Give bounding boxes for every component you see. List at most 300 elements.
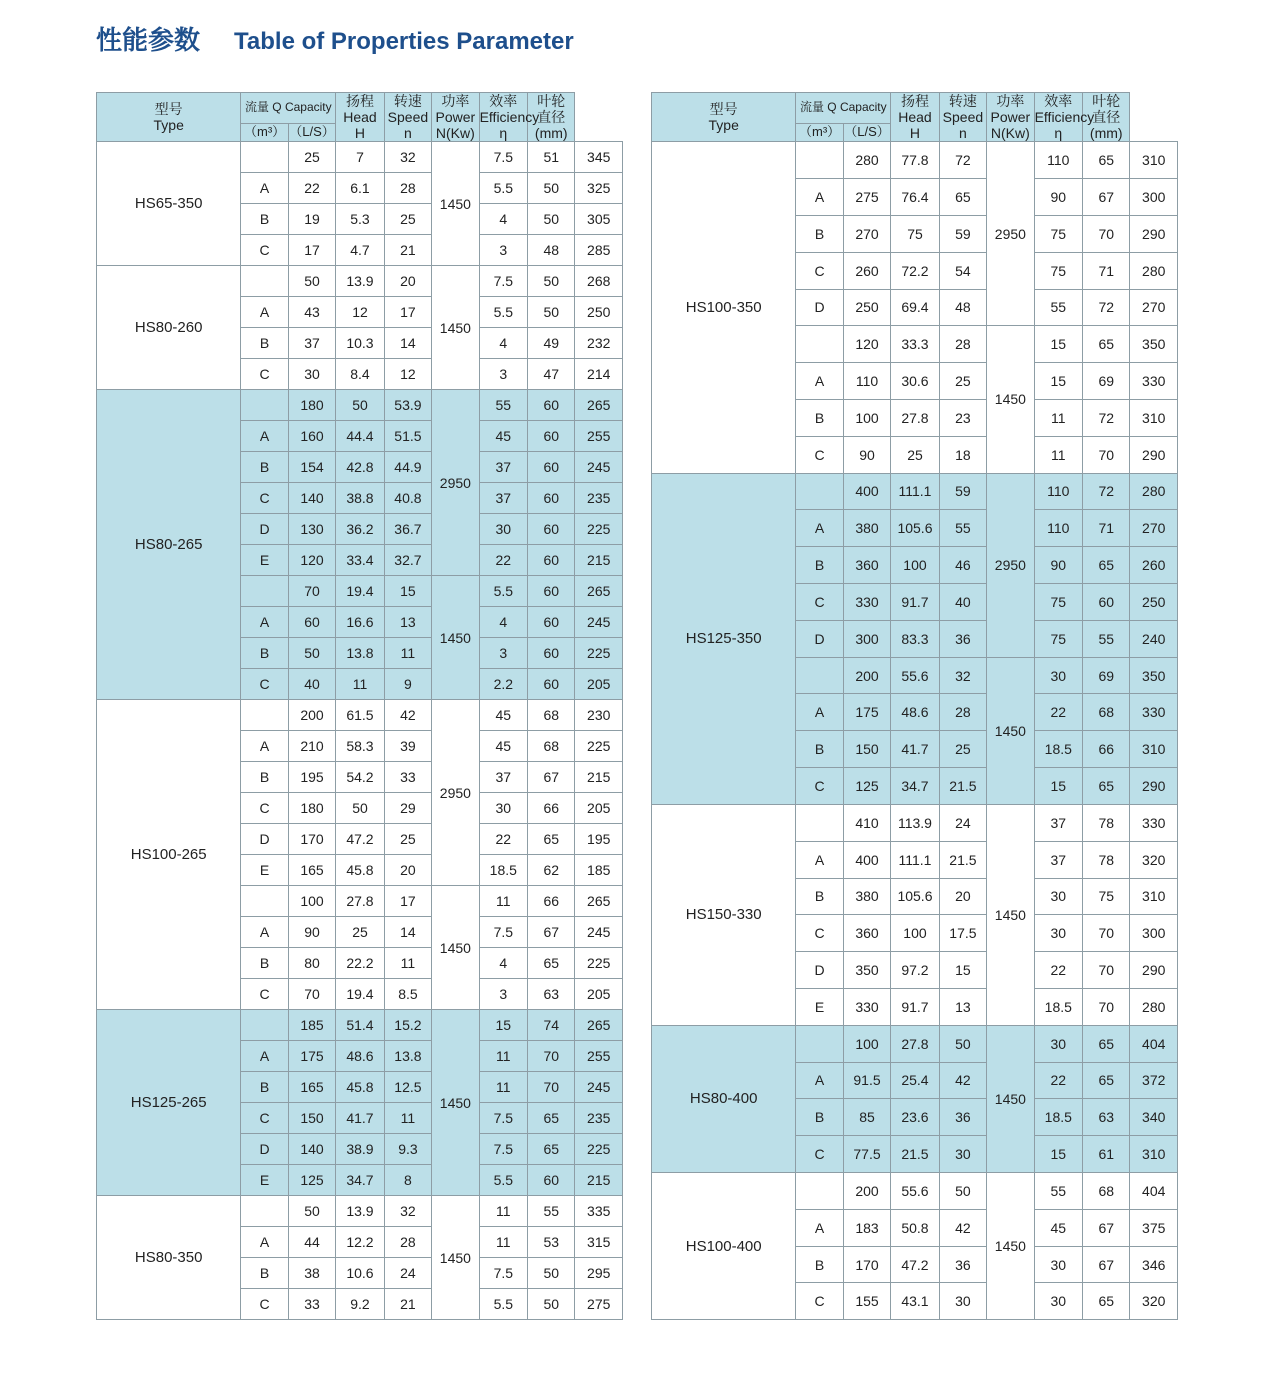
- head-cell: 13: [939, 988, 986, 1025]
- flow-ls-cell: 91.7: [891, 988, 939, 1025]
- efficiency-header: 效率 Efficiency η: [479, 93, 540, 142]
- variant-cell: B: [241, 762, 288, 793]
- flow-ls-cell: 72.2: [891, 252, 939, 289]
- flow-ls-cell: 44.4: [336, 421, 384, 452]
- variant-cell: C: [241, 979, 288, 1010]
- head-cell: 53.9: [384, 390, 431, 421]
- variant-cell: C: [241, 483, 288, 514]
- flow-m3-cell: 175: [843, 694, 890, 731]
- power-cell: 55: [479, 390, 527, 421]
- power-cell: 30: [479, 793, 527, 824]
- impeller-cell: 225: [575, 731, 623, 762]
- power-cell: 15: [1034, 326, 1082, 363]
- flow-ls-cell: 33.3: [891, 326, 939, 363]
- power-cell: 18.5: [479, 855, 527, 886]
- impeller-cell: 185: [575, 855, 623, 886]
- impeller-cell: 265: [575, 886, 623, 917]
- flow-ls-cell: 12: [336, 297, 384, 328]
- impeller-cell: 265: [575, 390, 623, 421]
- model-cell: HS80-400: [652, 1025, 796, 1172]
- power-cell: 22: [479, 824, 527, 855]
- flow-ls-cell: 47.2: [891, 1246, 939, 1283]
- table-row: [97, 390, 623, 421]
- impeller-cell: 285: [575, 235, 623, 266]
- variant-cell: [241, 390, 288, 421]
- table-row: [652, 1025, 1178, 1062]
- efficiency-cell: 70: [528, 1072, 575, 1103]
- power-cell: 5.5: [479, 173, 527, 204]
- efficiency-cell: 47: [528, 359, 575, 390]
- power-cell: 45: [1034, 1209, 1082, 1246]
- efficiency-cell: 68: [1083, 1173, 1130, 1210]
- flow-m3-cell: 350: [843, 952, 890, 989]
- flow-m3-cell: 280: [843, 142, 890, 179]
- flow-m3-cell: 260: [843, 252, 890, 289]
- flow-m3-cell: 100: [843, 399, 890, 436]
- efficiency-cell: 50: [528, 1258, 575, 1289]
- head-cell: 17: [384, 297, 431, 328]
- head-cell: 65: [939, 179, 986, 216]
- power-cell: 3: [479, 359, 527, 390]
- impeller-cell: 270: [1130, 510, 1178, 547]
- flow-m3-cell: 300: [843, 620, 890, 657]
- variant-cell: B: [241, 1258, 288, 1289]
- flow-m3-cell: 100: [843, 1025, 890, 1062]
- flow-m3-cell: 140: [288, 483, 335, 514]
- impeller-cell: 245: [575, 1072, 623, 1103]
- head-cell: 21: [384, 235, 431, 266]
- efficiency-cell: 50: [528, 266, 575, 297]
- impeller-header: 叶轮 直径 (mm): [1083, 93, 1130, 142]
- power-cell: 30: [1034, 878, 1082, 915]
- flow-ls-cell: 51.4: [336, 1010, 384, 1041]
- properties-table-right: [651, 92, 1178, 1320]
- variant-cell: B: [241, 948, 288, 979]
- head-cell: 48: [939, 289, 986, 326]
- model-cell: HS100-350: [652, 142, 796, 473]
- impeller-cell: 310: [1130, 731, 1178, 768]
- flow-m3-cell: 125: [843, 768, 890, 805]
- speed-cell: 2950: [987, 142, 1034, 326]
- flow-m3-cell: 110: [843, 363, 890, 400]
- efficiency-cell: 65: [1083, 1283, 1130, 1320]
- variant-cell: C: [241, 793, 288, 824]
- power-cell: 7.5: [479, 142, 527, 173]
- efficiency-cell: 60: [528, 607, 575, 638]
- speed-cell: 1450: [987, 326, 1034, 473]
- head-cell: 28: [939, 326, 986, 363]
- impeller-cell: 305: [575, 204, 623, 235]
- power-cell: 7.5: [479, 1134, 527, 1165]
- variant-cell: A: [241, 607, 288, 638]
- head-cell: 50: [939, 1025, 986, 1062]
- flow-ls-cell: 100: [891, 547, 939, 584]
- variant-cell: [241, 700, 288, 731]
- power-header: 功率 Power N(Kw): [987, 93, 1034, 142]
- flow-ls-cell: 47.2: [336, 824, 384, 855]
- efficiency-cell: 55: [528, 1196, 575, 1227]
- flow-ls-cell: 113.9: [891, 804, 939, 841]
- head-cell: 14: [384, 917, 431, 948]
- flow-ls-cell: 50.8: [891, 1209, 939, 1246]
- head-cell: 18: [939, 436, 986, 473]
- efficiency-cell: 66: [528, 793, 575, 824]
- efficiency-header: 效率 Efficiency η: [1034, 93, 1095, 142]
- head-cell: 51.5: [384, 421, 431, 452]
- flow-m3-cell: 120: [843, 326, 890, 363]
- impeller-cell: 232: [575, 328, 623, 359]
- power-cell: 5.5: [479, 576, 527, 607]
- unit-ls-header: （L/S）: [288, 124, 335, 142]
- flow-ls-cell: 77.8: [891, 142, 939, 179]
- flow-m3-cell: 125: [288, 1165, 335, 1196]
- flow-m3-cell: 210: [288, 731, 335, 762]
- flow-ls-cell: 30.6: [891, 363, 939, 400]
- flow-m3-cell: 130: [288, 514, 335, 545]
- flow-ls-cell: 100: [891, 915, 939, 952]
- type-header: 型号 Type: [652, 93, 796, 142]
- power-cell: 18.5: [1034, 988, 1082, 1025]
- flow-ls-cell: 105.6: [891, 878, 939, 915]
- speed-cell: 1450: [432, 142, 479, 266]
- variant-cell: [796, 1173, 843, 1210]
- power-cell: 110: [1034, 473, 1082, 510]
- power-cell: 37: [479, 762, 527, 793]
- power-cell: 3: [479, 638, 527, 669]
- impeller-cell: 240: [1130, 620, 1178, 657]
- flow-m3-cell: 30: [288, 359, 335, 390]
- efficiency-cell: 63: [1083, 1099, 1130, 1136]
- head-cell: 12.5: [384, 1072, 431, 1103]
- impeller-cell: 310: [1130, 142, 1178, 179]
- head-cell: 20: [384, 266, 431, 297]
- flow-ls-cell: 43.1: [891, 1283, 939, 1320]
- variant-cell: [796, 804, 843, 841]
- efficiency-cell: 50: [528, 173, 575, 204]
- power-cell: 7.5: [479, 266, 527, 297]
- power-cell: 15: [1034, 363, 1082, 400]
- variant-cell: B: [796, 547, 843, 584]
- power-cell: 37: [479, 483, 527, 514]
- speed-cell: 1450: [987, 657, 1034, 804]
- variant-cell: [796, 473, 843, 510]
- efficiency-cell: 60: [528, 576, 575, 607]
- efficiency-cell: 78: [1083, 841, 1130, 878]
- power-cell: 11: [479, 1041, 527, 1072]
- capacity-header: 流量 Q Capacity: [241, 93, 336, 124]
- flow-ls-cell: 111.1: [891, 473, 939, 510]
- impeller-cell: 255: [575, 1041, 623, 1072]
- table-row: [97, 1196, 623, 1227]
- flow-ls-cell: 54.2: [336, 762, 384, 793]
- flow-ls-cell: 13.9: [336, 1196, 384, 1227]
- efficiency-cell: 65: [528, 1103, 575, 1134]
- head-cell: 20: [939, 878, 986, 915]
- impeller-cell: 275: [575, 1289, 623, 1320]
- variant-cell: [796, 657, 843, 694]
- model-cell: HS80-265: [97, 390, 241, 700]
- efficiency-cell: 68: [528, 700, 575, 731]
- speed-cell: 2950: [987, 473, 1034, 657]
- head-cell: 17: [384, 886, 431, 917]
- efficiency-cell: 67: [1083, 1209, 1130, 1246]
- efficiency-cell: 53: [528, 1227, 575, 1258]
- unit-m3-header: （m³）: [241, 124, 288, 142]
- flow-ls-cell: 75: [891, 215, 939, 252]
- table-row: [652, 804, 1178, 841]
- head-header: 扬程 Head H: [891, 93, 939, 142]
- flow-ls-cell: 41.7: [336, 1103, 384, 1134]
- variant-cell: C: [796, 915, 843, 952]
- flow-ls-cell: 19.4: [336, 576, 384, 607]
- head-cell: 8: [384, 1165, 431, 1196]
- head-cell: 50: [939, 1173, 986, 1210]
- flow-m3-cell: 154: [288, 452, 335, 483]
- variant-cell: A: [241, 1041, 288, 1072]
- efficiency-cell: 75: [1083, 878, 1130, 915]
- power-cell: 55: [1034, 289, 1082, 326]
- variant-cell: A: [796, 841, 843, 878]
- efficiency-cell: 65: [1083, 768, 1130, 805]
- head-cell: 59: [939, 215, 986, 252]
- model-cell: HS100-400: [652, 1173, 796, 1320]
- impeller-cell: 250: [1130, 584, 1178, 621]
- variant-cell: E: [241, 545, 288, 576]
- power-cell: 45: [479, 421, 527, 452]
- head-cell: 36: [939, 620, 986, 657]
- impeller-cell: 330: [1130, 694, 1178, 731]
- efficiency-cell: 50: [528, 1289, 575, 1320]
- head-cell: 25: [939, 731, 986, 768]
- flow-ls-cell: 9.2: [336, 1289, 384, 1320]
- efficiency-cell: 50: [528, 204, 575, 235]
- efficiency-cell: 71: [1083, 510, 1130, 547]
- variant-cell: E: [796, 988, 843, 1025]
- variant-cell: C: [796, 1283, 843, 1320]
- impeller-cell: 265: [575, 1010, 623, 1041]
- speed-cell: 1450: [987, 804, 1034, 1025]
- table-body: [652, 142, 1178, 1320]
- impeller-cell: 195: [575, 824, 623, 855]
- table-header: [97, 93, 623, 142]
- variant-cell: [241, 886, 288, 917]
- impeller-cell: 268: [575, 266, 623, 297]
- flow-ls-cell: 50: [336, 793, 384, 824]
- power-cell: 75: [1034, 620, 1082, 657]
- flow-ls-cell: 41.7: [891, 731, 939, 768]
- flow-m3-cell: 17: [288, 235, 335, 266]
- impeller-cell: 205: [575, 669, 623, 700]
- impeller-cell: 350: [1130, 326, 1178, 363]
- flow-ls-cell: 5.3: [336, 204, 384, 235]
- impeller-cell: 300: [1130, 179, 1178, 216]
- impeller-cell: 290: [1130, 436, 1178, 473]
- speed-header: 转速 Speed n: [939, 93, 986, 142]
- flow-m3-cell: 19: [288, 204, 335, 235]
- variant-cell: B: [796, 1099, 843, 1136]
- variant-cell: C: [241, 235, 288, 266]
- head-cell: 8.5: [384, 979, 431, 1010]
- flow-ls-cell: 38.9: [336, 1134, 384, 1165]
- flow-ls-cell: 27.8: [891, 1025, 939, 1062]
- flow-ls-cell: 22.2: [336, 948, 384, 979]
- flow-m3-cell: 155: [843, 1283, 890, 1320]
- flow-m3-cell: 50: [288, 266, 335, 297]
- efficiency-cell: 60: [528, 452, 575, 483]
- model-cell: HS80-350: [97, 1196, 241, 1320]
- head-cell: 15: [939, 952, 986, 989]
- variant-cell: B: [241, 638, 288, 669]
- head-cell: 25: [384, 204, 431, 235]
- head-cell: 21: [384, 1289, 431, 1320]
- variant-cell: [241, 142, 288, 173]
- power-cell: 5.5: [479, 1165, 527, 1196]
- impeller-cell: 215: [575, 1165, 623, 1196]
- flow-m3-cell: 60: [288, 607, 335, 638]
- head-cell: 55: [939, 510, 986, 547]
- impeller-cell: 310: [1130, 1136, 1178, 1173]
- head-cell: 17.5: [939, 915, 986, 952]
- flow-ls-cell: 61.5: [336, 700, 384, 731]
- impeller-cell: 235: [575, 483, 623, 514]
- variant-cell: A: [796, 1209, 843, 1246]
- flow-m3-cell: 120: [288, 545, 335, 576]
- flow-m3-cell: 22: [288, 173, 335, 204]
- impeller-cell: 375: [1130, 1209, 1178, 1246]
- type-header: 型号 Type: [97, 93, 241, 142]
- efficiency-cell: 67: [528, 762, 575, 793]
- variant-cell: A: [241, 173, 288, 204]
- flow-ls-cell: 10.6: [336, 1258, 384, 1289]
- flow-m3-cell: 170: [843, 1246, 890, 1283]
- flow-ls-cell: 21.5: [891, 1136, 939, 1173]
- impeller-cell: 404: [1130, 1173, 1178, 1210]
- efficiency-cell: 70: [1083, 915, 1130, 952]
- head-cell: 59: [939, 473, 986, 510]
- power-cell: 7.5: [479, 1258, 527, 1289]
- flow-ls-cell: 69.4: [891, 289, 939, 326]
- flow-ls-cell: 91.7: [891, 584, 939, 621]
- flow-m3-cell: 170: [288, 824, 335, 855]
- variant-cell: D: [796, 289, 843, 326]
- efficiency-cell: 60: [528, 390, 575, 421]
- flow-m3-cell: 200: [288, 700, 335, 731]
- flow-m3-cell: 50: [288, 638, 335, 669]
- power-cell: 30: [1034, 657, 1082, 694]
- efficiency-cell: 69: [1083, 363, 1130, 400]
- head-cell: 12: [384, 359, 431, 390]
- efficiency-cell: 69: [1083, 657, 1130, 694]
- flow-m3-cell: 90: [843, 436, 890, 473]
- impeller-cell: 225: [575, 638, 623, 669]
- impeller-cell: 205: [575, 979, 623, 1010]
- impeller-cell: 290: [1130, 215, 1178, 252]
- variant-cell: B: [796, 878, 843, 915]
- impeller-cell: 345: [575, 142, 623, 173]
- flow-ls-cell: 45.8: [336, 1072, 384, 1103]
- flow-m3-cell: 180: [288, 793, 335, 824]
- table-header: [652, 93, 1178, 142]
- impeller-cell: 205: [575, 793, 623, 824]
- flow-m3-cell: 140: [288, 1134, 335, 1165]
- flow-ls-cell: 25: [336, 917, 384, 948]
- efficiency-cell: 74: [528, 1010, 575, 1041]
- efficiency-cell: 65: [1083, 1062, 1130, 1099]
- efficiency-cell: 70: [1083, 952, 1130, 989]
- variant-cell: D: [796, 620, 843, 657]
- flow-m3-cell: 160: [288, 421, 335, 452]
- table-body: [97, 142, 623, 1320]
- variant-cell: B: [796, 1246, 843, 1283]
- flow-m3-cell: 70: [288, 979, 335, 1010]
- table-row: [652, 142, 1178, 179]
- page-title: [96, 20, 574, 57]
- head-cell: 36.7: [384, 514, 431, 545]
- power-cell: 11: [479, 1072, 527, 1103]
- variant-cell: A: [796, 694, 843, 731]
- power-cell: 90: [1034, 179, 1082, 216]
- power-cell: 2.2: [479, 669, 527, 700]
- power-cell: 75: [1034, 584, 1082, 621]
- flow-m3-cell: 43: [288, 297, 335, 328]
- head-cell: 28: [384, 1227, 431, 1258]
- power-cell: 22: [1034, 1062, 1082, 1099]
- head-cell: 42: [939, 1209, 986, 1246]
- title-en: Table of Properties Parameter: [234, 28, 574, 55]
- efficiency-cell: 71: [1083, 252, 1130, 289]
- variant-cell: D: [241, 824, 288, 855]
- power-cell: 30: [1034, 1283, 1082, 1320]
- flow-m3-cell: 200: [843, 1173, 890, 1210]
- variant-cell: C: [241, 1289, 288, 1320]
- impeller-cell: 340: [1130, 1099, 1178, 1136]
- speed-cell: 1450: [987, 1173, 1034, 1320]
- flow-ls-cell: 11: [336, 669, 384, 700]
- variant-cell: [241, 576, 288, 607]
- head-cell: 24: [939, 804, 986, 841]
- flow-m3-cell: 275: [843, 179, 890, 216]
- efficiency-cell: 70: [1083, 215, 1130, 252]
- variant-cell: A: [796, 179, 843, 216]
- head-cell: 30: [939, 1283, 986, 1320]
- head-cell: 28: [384, 173, 431, 204]
- flow-m3-cell: 150: [843, 731, 890, 768]
- power-cell: 45: [479, 731, 527, 762]
- variant-cell: A: [241, 297, 288, 328]
- head-cell: 15.2: [384, 1010, 431, 1041]
- efficiency-cell: 63: [528, 979, 575, 1010]
- power-cell: 3: [479, 235, 527, 266]
- impeller-cell: 350: [1130, 657, 1178, 694]
- impeller-cell: 270: [1130, 289, 1178, 326]
- flow-ls-cell: 10.3: [336, 328, 384, 359]
- power-cell: 45: [479, 700, 527, 731]
- power-cell: 110: [1034, 510, 1082, 547]
- head-cell: 20: [384, 855, 431, 886]
- power-cell: 75: [1034, 215, 1082, 252]
- power-cell: 7.5: [479, 1103, 527, 1134]
- head-cell: 46: [939, 547, 986, 584]
- flow-ls-cell: 13.9: [336, 266, 384, 297]
- impeller-cell: 346: [1130, 1246, 1178, 1283]
- variant-cell: A: [796, 510, 843, 547]
- power-cell: 15: [1034, 768, 1082, 805]
- power-cell: 11: [479, 886, 527, 917]
- impeller-cell: 300: [1130, 915, 1178, 952]
- head-cell: 24: [384, 1258, 431, 1289]
- flow-ls-cell: 13.8: [336, 638, 384, 669]
- flow-m3-cell: 400: [843, 473, 890, 510]
